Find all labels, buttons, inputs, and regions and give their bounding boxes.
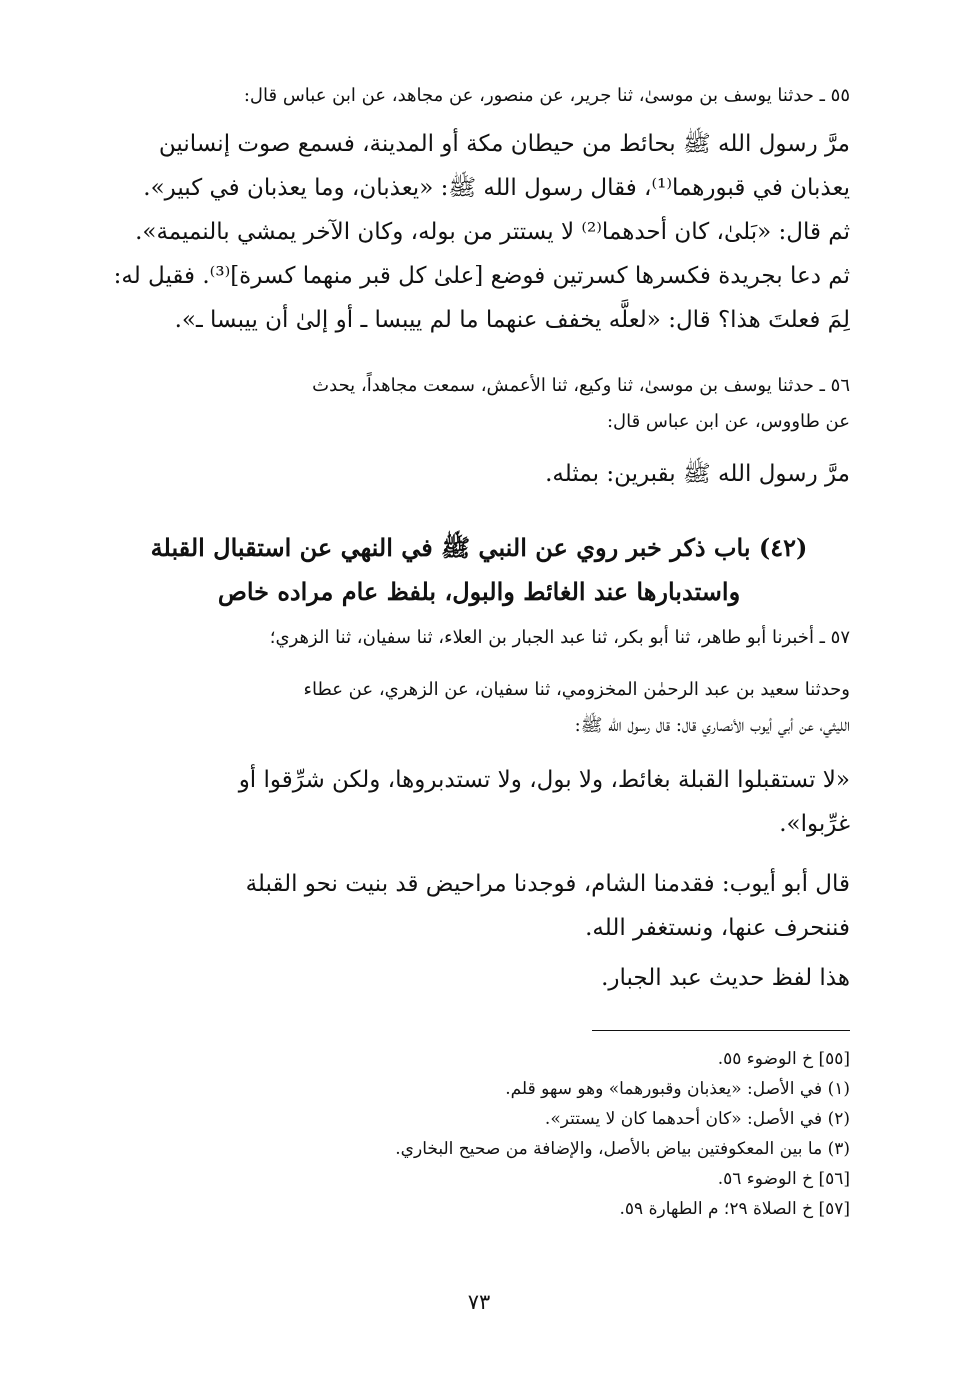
- abu-ayyub-statement: [108, 862, 850, 950]
- matn-line: يعذبان في قبورهما⁽¹⁾، فقال رسول الله ﷺ: «يعذبان، وما يعذبان في كبير».: [143, 175, 850, 201]
- isnad-line: عن طاووس، عن ابن عباس قال:: [606, 411, 850, 432]
- hadith-55-matn: [108, 122, 850, 342]
- matn-line: قال أبو أيوب: فقدمنا الشام، فوجدنا مراحيض قد بنيت نحو القبلة: [245, 871, 850, 897]
- note-line: هذا لفظ حديث عبد الجبار.: [601, 965, 850, 991]
- footnotes: [108, 1044, 850, 1224]
- isnad-line: ٥٧ ـ أخبرنا أبو طاهر، ثنا أبو بكر، ثنا عبد الجبار بن العلاء، ثنا سفيان، ثنا الزهري؛: [269, 627, 850, 648]
- footnote: (٢) في الأصل: «كان أحدهما كان لا يستتر».: [544, 1109, 850, 1129]
- hadith-56-matn: [108, 452, 850, 496]
- chapter-heading-line: واستدبارها عند الغائط والبول، بلفظ عام مراده خاص: [217, 577, 741, 606]
- hadith-57-matn: [108, 758, 850, 846]
- hadith-55-isnad: [108, 78, 850, 114]
- chapter-heading-line: (٤٢) باب ذكر خبر روي عن النبي ﷺ في النهي عن استقبال القبلة: [150, 533, 808, 562]
- hadith-57-isnad-2: [108, 672, 850, 744]
- footnote: (٣) ما بين المعكوفتين بياض بالأصل، والإضافة من صحيح البخاري.: [395, 1139, 850, 1159]
- narration-note: [108, 956, 850, 1000]
- hadith-56-isnad: [108, 368, 850, 440]
- matn-line: لِمَ فعلتَ هذا؟ قال: «لعلَّه يخفف عنهما ما لم ييبسا ـ أو إلىٰ أن ييبسا ـ».: [174, 307, 850, 333]
- matn-line: غرِّبوا».: [779, 811, 850, 837]
- isnad-line: الليثي، عن أبي أيوب الأنصاري قال: قال رسول الله ﷺ:: [574, 715, 850, 736]
- matn-line: مرَّ رسول الله ﷺ بقبرين: بمثله.: [545, 461, 850, 487]
- matn-line: ثم دعا بجريدة فكسرها كسرتين فوضع [علىٰ كل قبر منهما كسرة]⁽³⁾. فقيل له:: [113, 263, 850, 289]
- footnote: (١) في الأصل: «يعذبان وقبورهما» وهو سهو قلم.: [505, 1079, 850, 1099]
- footnote: [٥٧] خ الصلاة ٢٩؛ م الطهارة ٥٩.: [619, 1199, 850, 1219]
- chapter-heading: [108, 526, 850, 614]
- footnote-divider: [592, 1030, 850, 1031]
- hadith-57-isnad-1: [108, 620, 850, 656]
- footnote: [٥٥] خ الوضوء ٥٥.: [717, 1049, 850, 1069]
- matn-line: مرَّ رسول الله ﷺ بحائط من حيطان مكة أو المدينة، فسمع صوت إنسانين: [158, 131, 850, 157]
- page-number: ٧٣: [467, 1290, 491, 1314]
- matn-line: «لا تستقبلوا القبلة بغائط، ولا بول، ولا تستدبروها، ولكن شرِّقوا أو: [238, 767, 850, 793]
- matn-line: فننحرف عنها، ونستغفر الله.: [585, 915, 850, 941]
- footnote: [٥٦] خ الوضوء ٥٦.: [717, 1169, 850, 1189]
- isnad-line: ٥٦ ـ حدثنا يوسف بن موسىٰ، ثنا وكيع، ثنا الأعمش، سمعت مجاهداً، يحدث: [312, 375, 850, 396]
- matn-line: ثم قال: «بَلىٰ، كان أحدهما⁽²⁾ لا يستتر من بوله، وكان الآخر يمشي بالنميمة».: [135, 219, 850, 245]
- isnad-line: ٥٥ ـ حدثنا يوسف بن موسىٰ، ثنا جرير، عن منصور، عن مجاهد، عن ابن عباس قال:: [243, 85, 850, 106]
- isnad-line: وحدثنا سعيد بن عبد الرحمٰن المخزومي، ثنا سفيان، عن الزهري، عن عطاء: [303, 679, 850, 700]
